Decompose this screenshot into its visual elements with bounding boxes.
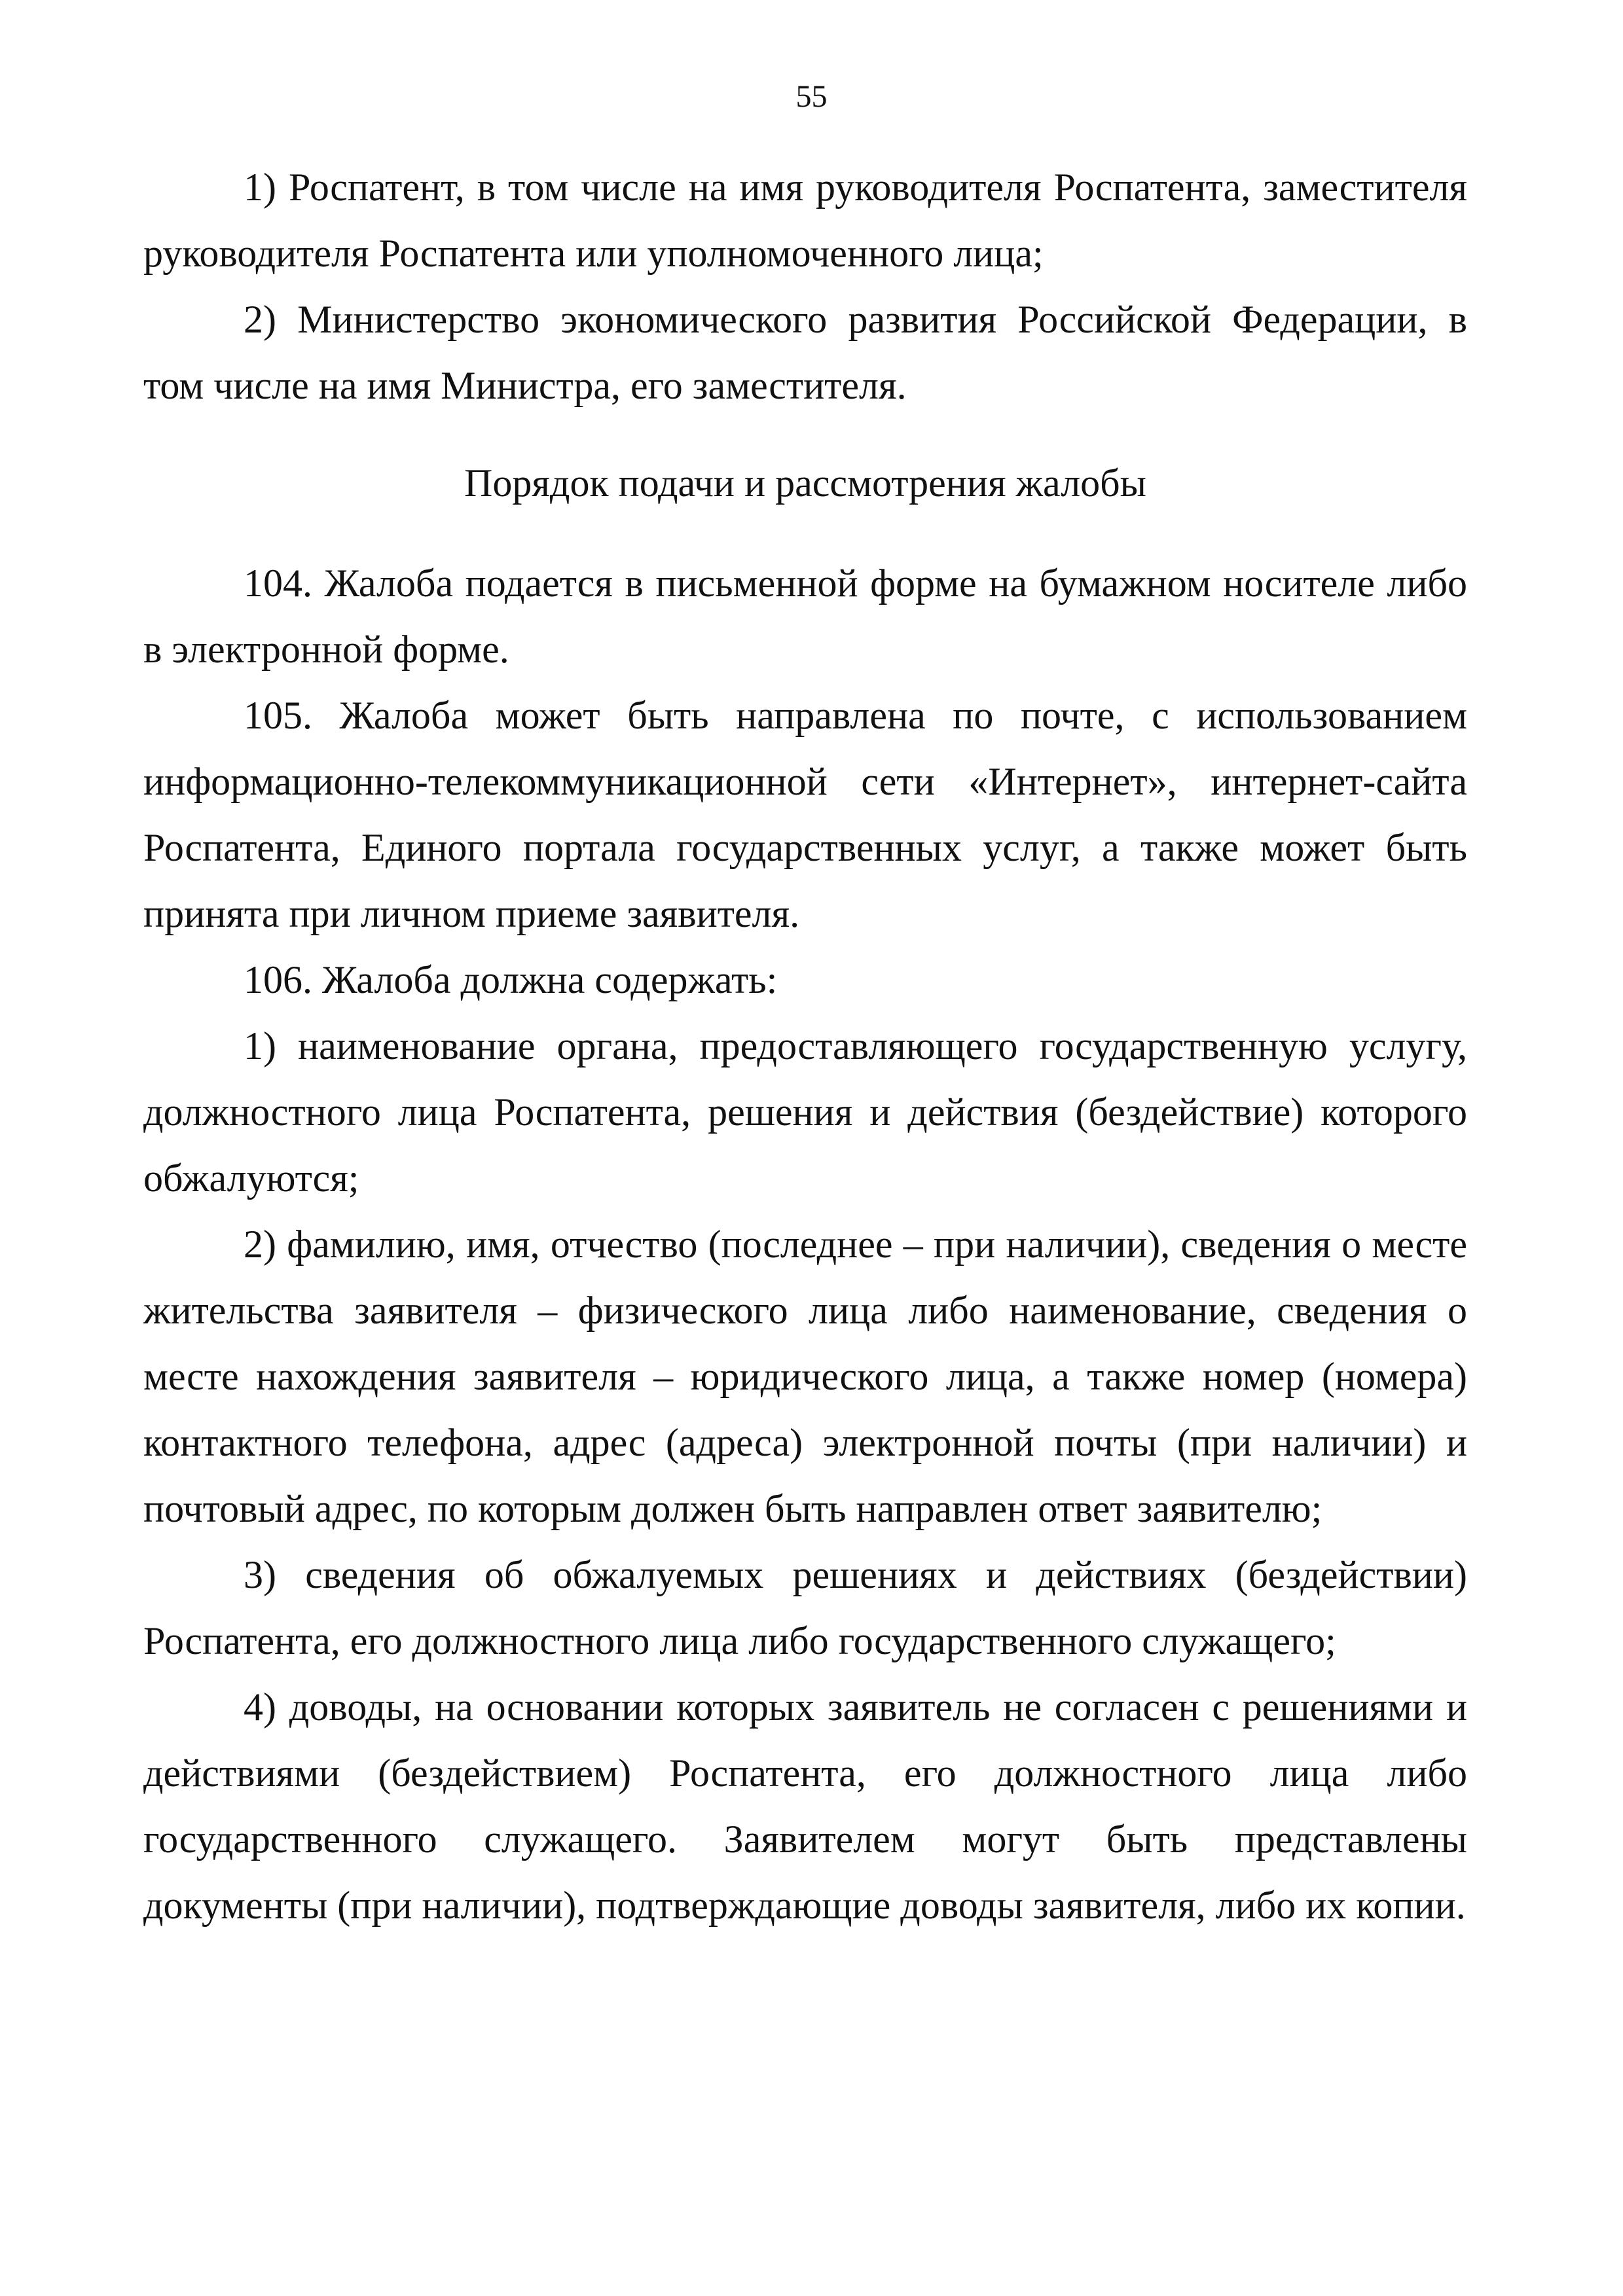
paragraph-106-item-4: 4) доводы, на основании которых заявитель не согласен с решениями и действиями (бездействием) Роспатента, его должностного лица либо государственного служащего. Заявителем могут быть представлены документы (при наличии), подтверждающие доводы заявителя, либо их копии. [143,1685,1467,1927]
paragraph-106-item-3: 3) сведения об обжалуемых решениях и действиях (бездействии) Роспатента, его должностного лица либо государственного служащего; [143,1553,1467,1662]
paragraph-105: 105. Жалоба может быть направлена по почте, с использованием информационно-телекоммуникационной сети «Интернет», интернет-сайта Роспатента, Единого портала государственных услуг, а также может быть принята при личном приеме заявителя. [143,694,1467,935]
paragraph-106-item-2: 2) фамилию, имя, отчество (последнее – при наличии), сведения о месте жительства заявителя – физического лица либо наименование, сведения о месте нахождения заявителя – юридического лица, а также номер (номера) контактного телефона, адрес (адреса) электронной почты (при наличии) и почтовый адрес, по которым должен быть направлен ответ заявителю; [143,1223,1467,1530]
paragraph-106-item-1: 1) наименование органа, предоставляющего государственную услугу, должностного лица Роспатента, решения и действия (бездействие) которого обжалуются; [143,1024,1467,1200]
list-item-2-ministry: 2) Министерство экономического развития Российской Федерации, в том числе на имя Министра, его заместителя. [143,298,1467,407]
page-number: 55 [795,79,828,114]
paragraph-106: 106. Жалоба должна содержать: [244,958,778,1001]
list-item-1-rospatent: 1) Роспатент, в том числе на имя руководителя Роспатента, заместителя руководителя Роспатента или уполномоченного лица; [143,166,1467,275]
document-body [143,154,1467,1939]
section-heading: Порядок подачи и рассмотрения жалобы [464,461,1146,505]
paragraph-104: 104. Жалоба подается в письменной форме на бумажном носителе либо в электронной форме. [143,562,1467,671]
